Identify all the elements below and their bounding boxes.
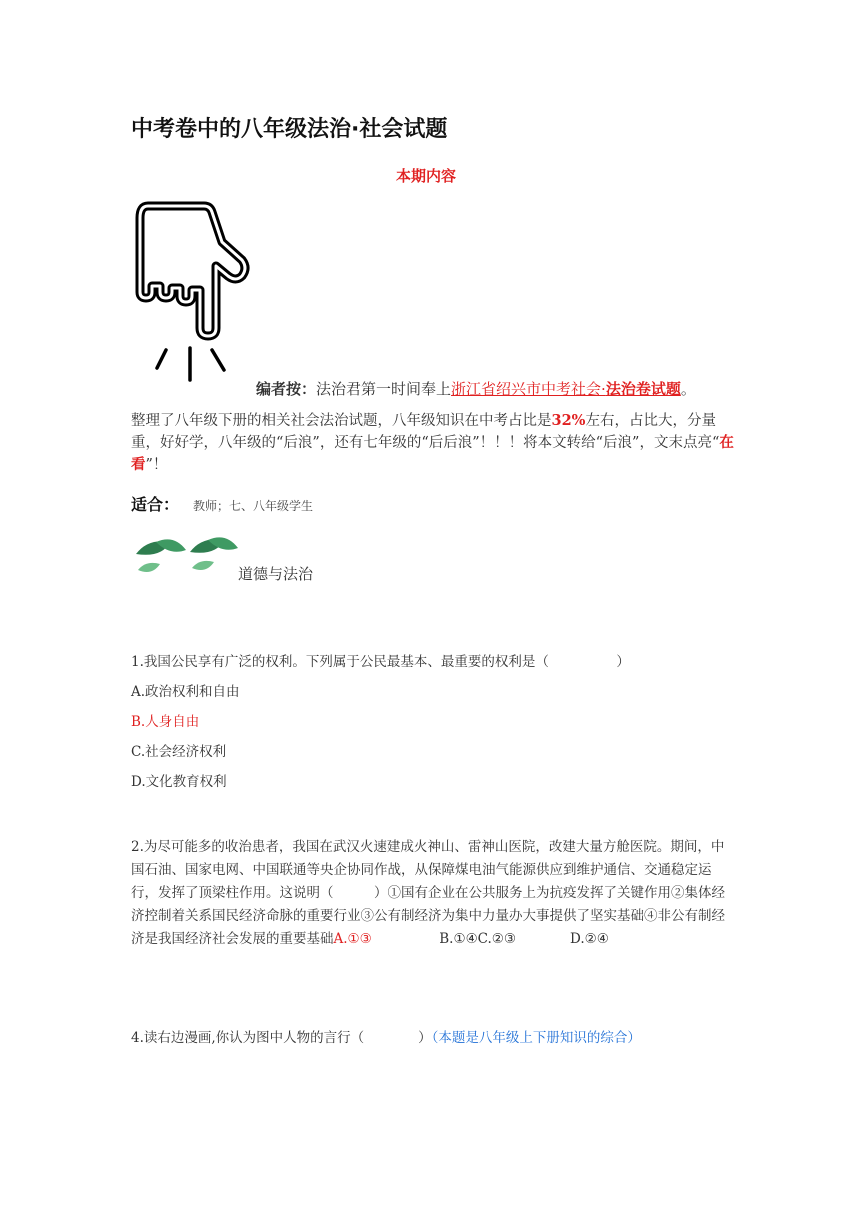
editor-text: 法治君第一时间奉上 [316,380,452,398]
intro-part2: 左右，占比大，分量重，好好学，八年级的“后浪”，还有七年级的“后后浪”！！！将本文转给“后浪”，文末点亮“ [131,413,720,451]
question-2 [131,836,731,951]
intro-part1: 整理了八年级下册的相关社会法治试题，八年级知识在中考占比是 [131,413,552,429]
pointing-down-hand-icon [132,198,250,384]
question-4 [131,1026,641,1046]
audience-value: 教师；七、八年级学生 [193,499,314,513]
exam-link-part1[interactable]: 浙江省绍兴市中考社会· [451,380,606,398]
section-subtitle: 本期内容 [396,167,457,185]
leaves-icon [134,536,238,582]
exam-link[interactable] [451,380,681,398]
page-title: 中考卷中的八年级法治·社会试题 [131,117,448,142]
exam-link-part2[interactable]: 法治卷试题 [605,380,681,398]
intro-paragraph [131,410,735,476]
question-4-stem: 4.读右边漫画,你认为图中人物的言行（ ） [131,1030,432,1046]
editor-period: 。 [680,380,696,398]
question-1-option-b: B.人身自由 [131,714,200,730]
audience-label: 适合： [131,495,180,514]
question-2-text: 2.为尽可能多的收治患者，我国在武汉火速建成火神山、雷神山医院，改建大量方舱医院。期间，中国石油、国家电网、中国联通等央企协同作战，从保障煤电油气能源供应到维护通信、交通稳定运行，发挥了顶梁柱作用。这说明（ ）①国有企业在公共服务上为抗疫发挥了关键作用②集体经济控制着关系国民经济命脉的重要行业③公有制经济为集中力量办大事提供了坚实基础④非公有制经济是我国经济社会发展的重要基础 [131,839,725,947]
question-1-stem: 1.我国公民享有广泛的权利。下列属于公民最基本、最重要的权利是（ ） [131,654,630,670]
question-4-note: （本题是八年级上下册知识的综合） [431,1030,641,1046]
question-1-option-c: C.社会经济权利 [131,744,227,760]
intro-part3: ”！ [145,457,168,473]
question-1-option-d: D.文化教育权利 [131,774,227,790]
section-heading: 道德与法治 [238,565,314,583]
audience-line [131,492,313,515]
intro-highlight: 在看 [131,434,734,473]
question-2-answer: A.①③ [333,931,372,947]
editor-note [256,378,696,399]
question-2-other-options: B.①④C.②③ D.②④ [371,931,609,947]
question-1-option-a: A.政治权利和自由 [131,684,240,700]
intro-percent: 32% [551,412,586,429]
editor-label: 编者按： [256,380,317,398]
